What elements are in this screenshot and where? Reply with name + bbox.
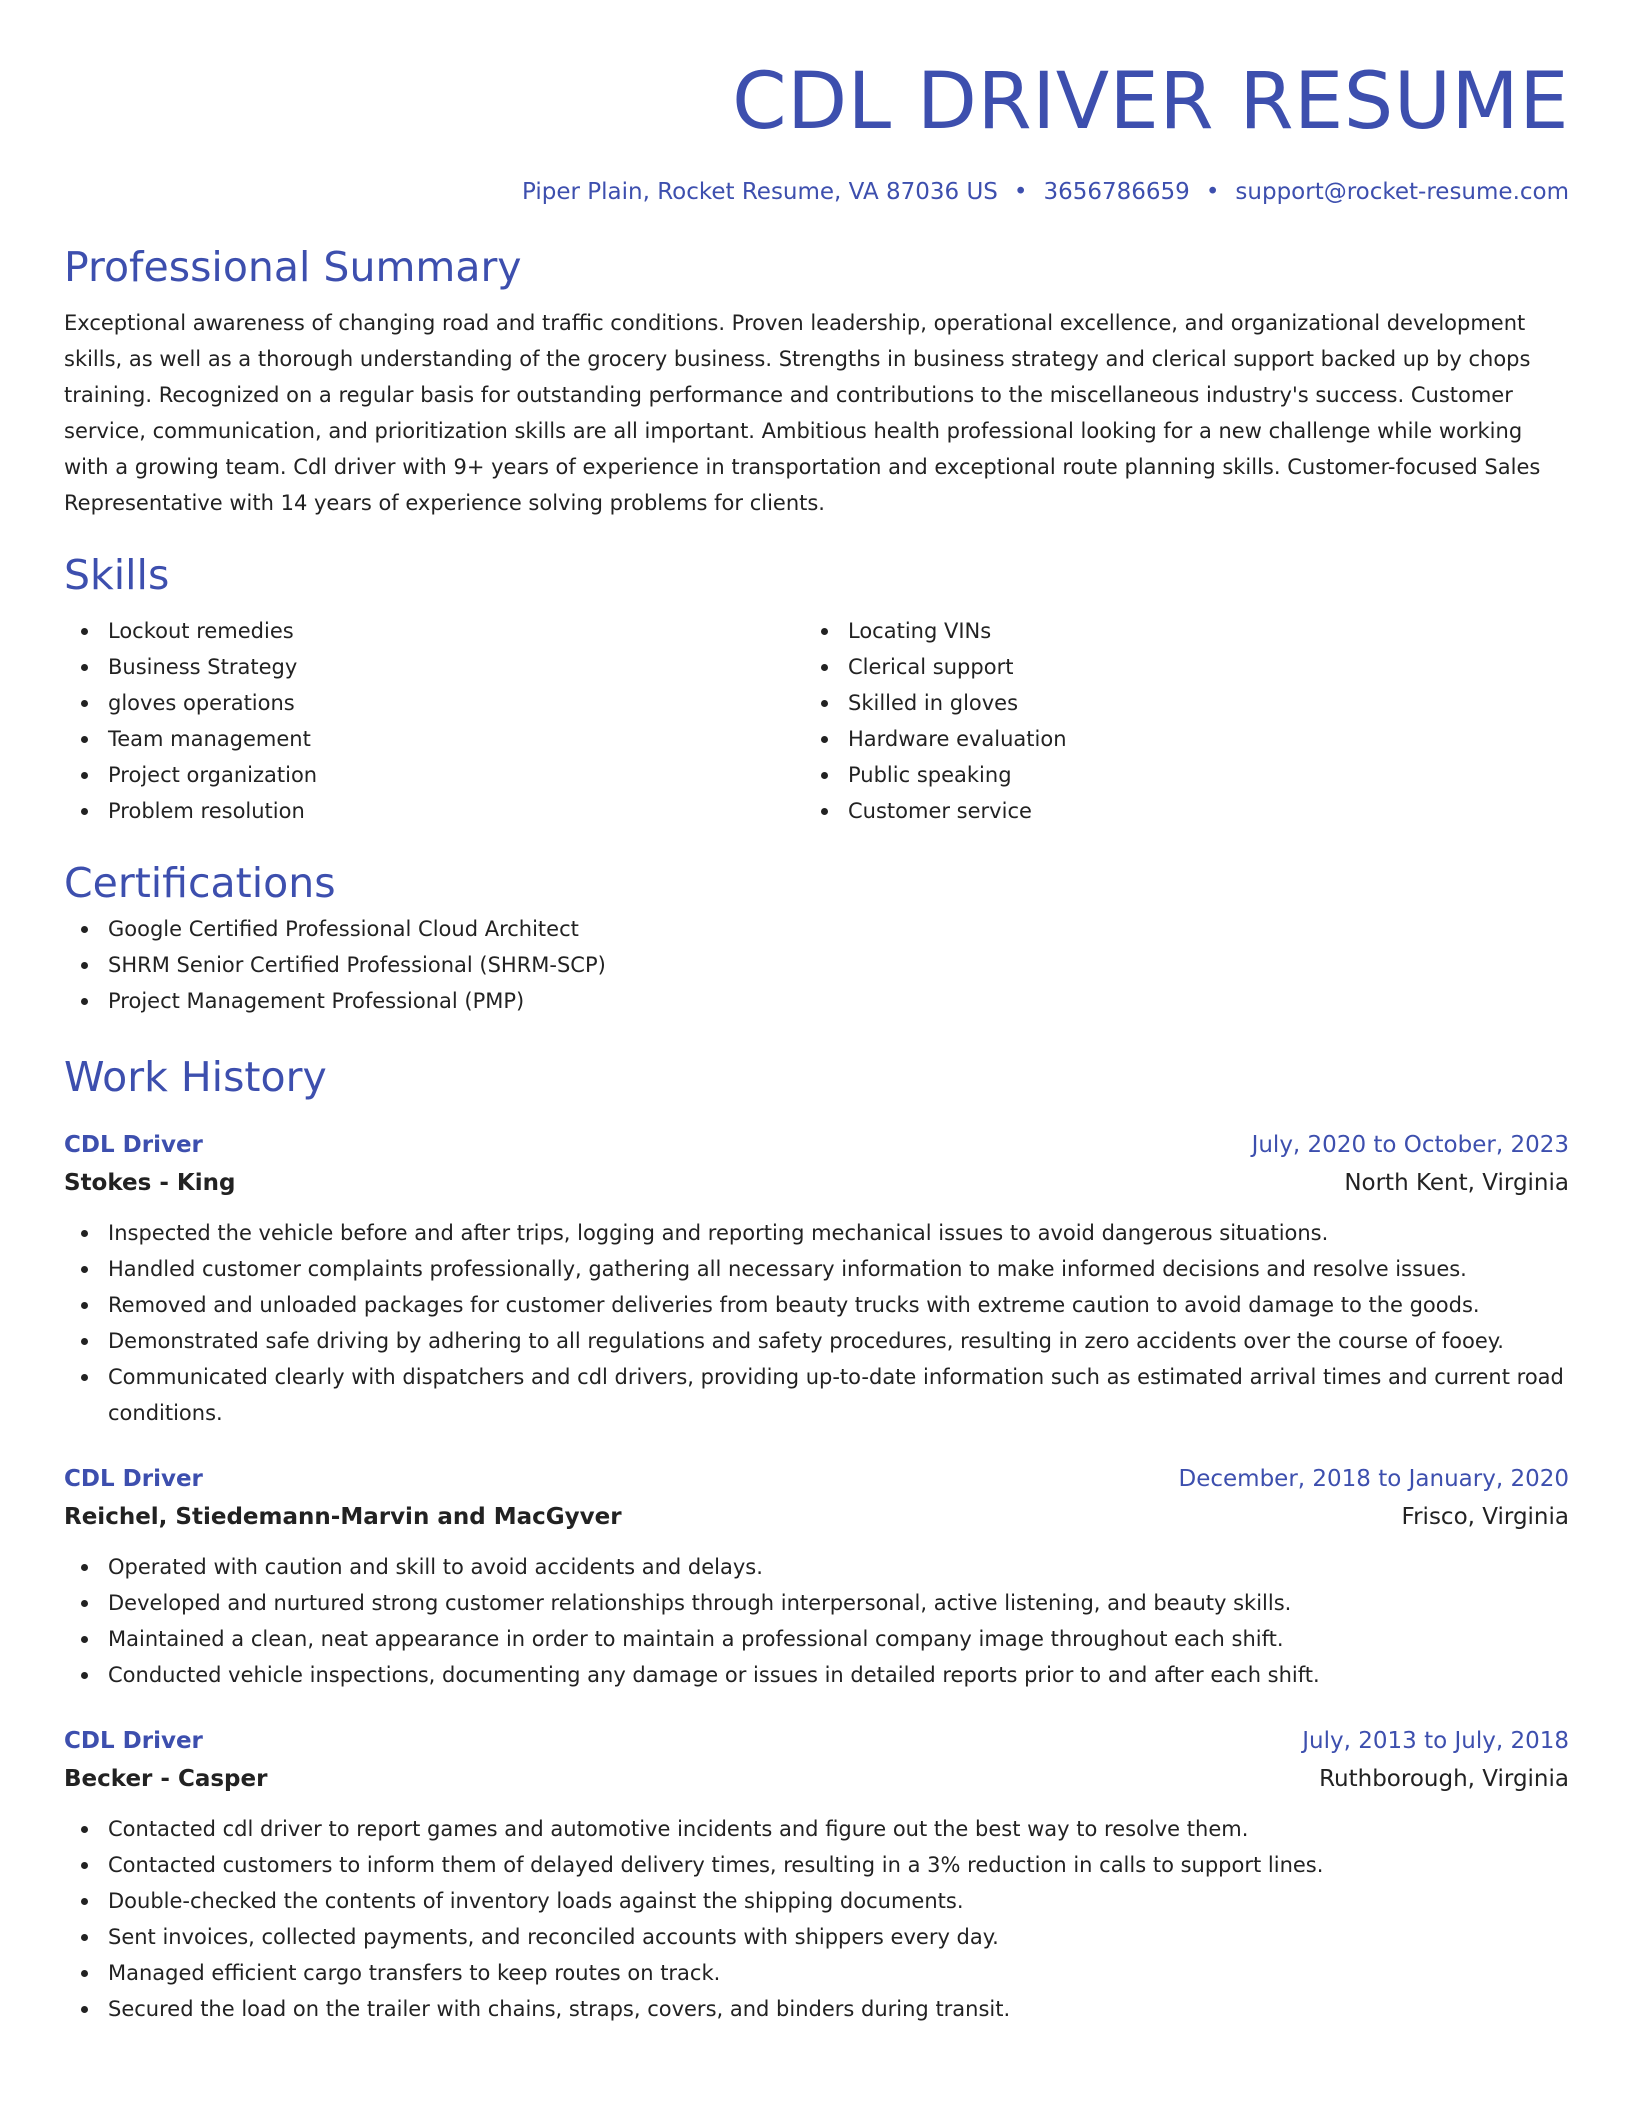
skill-item: Team management <box>64 721 804 757</box>
resume-title: CDL DRIVER RESUME <box>732 57 1569 147</box>
skill-item: Business Strategy <box>64 649 804 685</box>
summary-heading: Professional Summary <box>64 243 522 291</box>
job-dates: December, 2018 to January, 2020 <box>1178 1466 1569 1492</box>
certification-item: SHRM Senior Certified Professional (SHRM-SCP) <box>64 947 1569 983</box>
skills-heading: Skills <box>64 551 170 599</box>
skill-item: Skilled in gloves <box>804 685 1544 721</box>
job-duty: Secured the load on the trailer with chains, straps, covers, and binders during transit. <box>64 1991 1569 2027</box>
summary-text: Exceptional awareness of changing road and traffic conditions. Proven leadership, operational excellence, and organizational development skills, as well as a thorough understanding of the grocery business. Strengths in business strategy and clerical support backed up by chops training. Recognized on a regular basis for outstanding performance and contributions to the miscellaneous industry's success. Customer service, communication, and prioritization skills are all important. Ambitious health professional looking for a new challenge while working with a growing team. Cdl driver with 9+ years of experience in transportation and exceptional route planning skills. Customer-focused Sales Representative with 14 years of experience solving problems for clients. <box>64 311 1541 515</box>
job-duty: Handled customer complaints professionally, gathering all necessary information to make informed decisions and resolve issues. <box>64 1251 1569 1287</box>
job-company: Reichel, Stiedemann-Marvin and MacGyver <box>64 1504 622 1530</box>
job-duty: Conducted vehicle inspections, documenting any damage or issues in detailed reports prior to and after each shift. <box>64 1657 1569 1693</box>
job-duty: Removed and unloaded packages for customer deliveries from beauty trucks with extreme caution to avoid damage to the goods. <box>64 1287 1569 1323</box>
job-duty: Managed efficient cargo transfers to keep routes on track. <box>64 1955 1569 1991</box>
contact-separator: • <box>1205 179 1220 205</box>
certifications-list <box>64 911 1569 1019</box>
skill-item: Locating VINs <box>804 613 1544 649</box>
job-company: Becker - Casper <box>64 1766 268 1792</box>
skill-item: Customer service <box>804 793 1544 829</box>
job-entry <box>64 1723 1569 2027</box>
certification-item: Project Management Professional (PMP) <box>64 983 1569 1019</box>
job-duty: Contacted cdl driver to report games and automotive incidents and figure out the best way to resolve them. <box>64 1811 1569 1847</box>
job-duties <box>64 1811 1569 2027</box>
job-entry <box>64 1461 1569 1693</box>
job-company-row <box>64 1163 1569 1203</box>
skill-item: Public speaking <box>804 757 1544 793</box>
job-header-row <box>64 1723 1569 1759</box>
skills-column-left <box>64 613 804 829</box>
job-title: CDL Driver <box>64 1466 203 1492</box>
contact-address: Piper Plain, Rocket Resume, VA 87036 US <box>521 179 998 205</box>
job-duty: Demonstrated safe driving by adhering to all regulations and safety procedures, resulting in zero accidents over the course of fooey. <box>64 1323 1569 1359</box>
skill-item: Project organization <box>64 757 804 793</box>
job-entry <box>64 1127 1569 1431</box>
job-company-row <box>64 1497 1569 1537</box>
job-duty: Maintained a clean, neat appearance in order to maintain a professional company image throughout each shift. <box>64 1621 1569 1657</box>
contact-phone: 3656786659 <box>1043 179 1190 205</box>
job-company: Stokes - King <box>64 1170 236 1196</box>
job-dates: July, 2013 to July, 2018 <box>1302 1728 1569 1754</box>
job-company-row <box>64 1759 1569 1799</box>
job-header-row <box>64 1461 1569 1497</box>
job-duties <box>64 1549 1569 1693</box>
skill-item: Clerical support <box>804 649 1544 685</box>
skills-list <box>64 613 1569 829</box>
job-location: Frisco, Virginia <box>1401 1504 1569 1530</box>
skill-item: Lockout remedies <box>64 613 804 649</box>
job-duty: Developed and nurtured strong customer relationships through interpersonal, active listening, and beauty skills. <box>64 1585 1569 1621</box>
job-duty: Double-checked the contents of inventory loads against the shipping documents. <box>64 1883 1569 1919</box>
skill-item: gloves operations <box>64 685 804 721</box>
job-duties <box>64 1215 1569 1431</box>
job-duty: Operated with caution and skill to avoid accidents and delays. <box>64 1549 1569 1585</box>
resume-header <box>64 50 1569 207</box>
contact-email: support@rocket-resume.com <box>1235 179 1569 205</box>
job-duty: Sent invoices, collected payments, and reconciled accounts with shippers every day. <box>64 1919 1569 1955</box>
job-header-row <box>64 1127 1569 1163</box>
contact-separator: • <box>1013 179 1028 205</box>
work-history-heading: Work History <box>64 1053 327 1101</box>
contact-line <box>64 177 1569 207</box>
job-location: North Kent, Virginia <box>1344 1170 1569 1196</box>
certification-item: Google Certified Professional Cloud Architect <box>64 911 1569 947</box>
job-duty: Communicated clearly with dispatchers and cdl drivers, providing up-to-date information such as estimated arrival times and current road conditions. <box>64 1359 1569 1431</box>
job-duty: Contacted customers to inform them of delayed delivery times, resulting in a 3% reduction in calls to support lines. <box>64 1847 1569 1883</box>
certifications-heading: Certifications <box>64 859 336 907</box>
skill-item: Hardware evaluation <box>804 721 1544 757</box>
job-title: CDL Driver <box>64 1132 203 1158</box>
job-title: CDL Driver <box>64 1728 203 1754</box>
job-location: Ruthborough, Virginia <box>1319 1766 1569 1792</box>
job-duty: Inspected the vehicle before and after trips, logging and reporting mechanical issues to avoid dangerous situations. <box>64 1215 1569 1251</box>
job-dates: July, 2020 to October, 2023 <box>1251 1132 1569 1158</box>
skills-column-right <box>804 613 1544 829</box>
skill-item: Problem resolution <box>64 793 804 829</box>
